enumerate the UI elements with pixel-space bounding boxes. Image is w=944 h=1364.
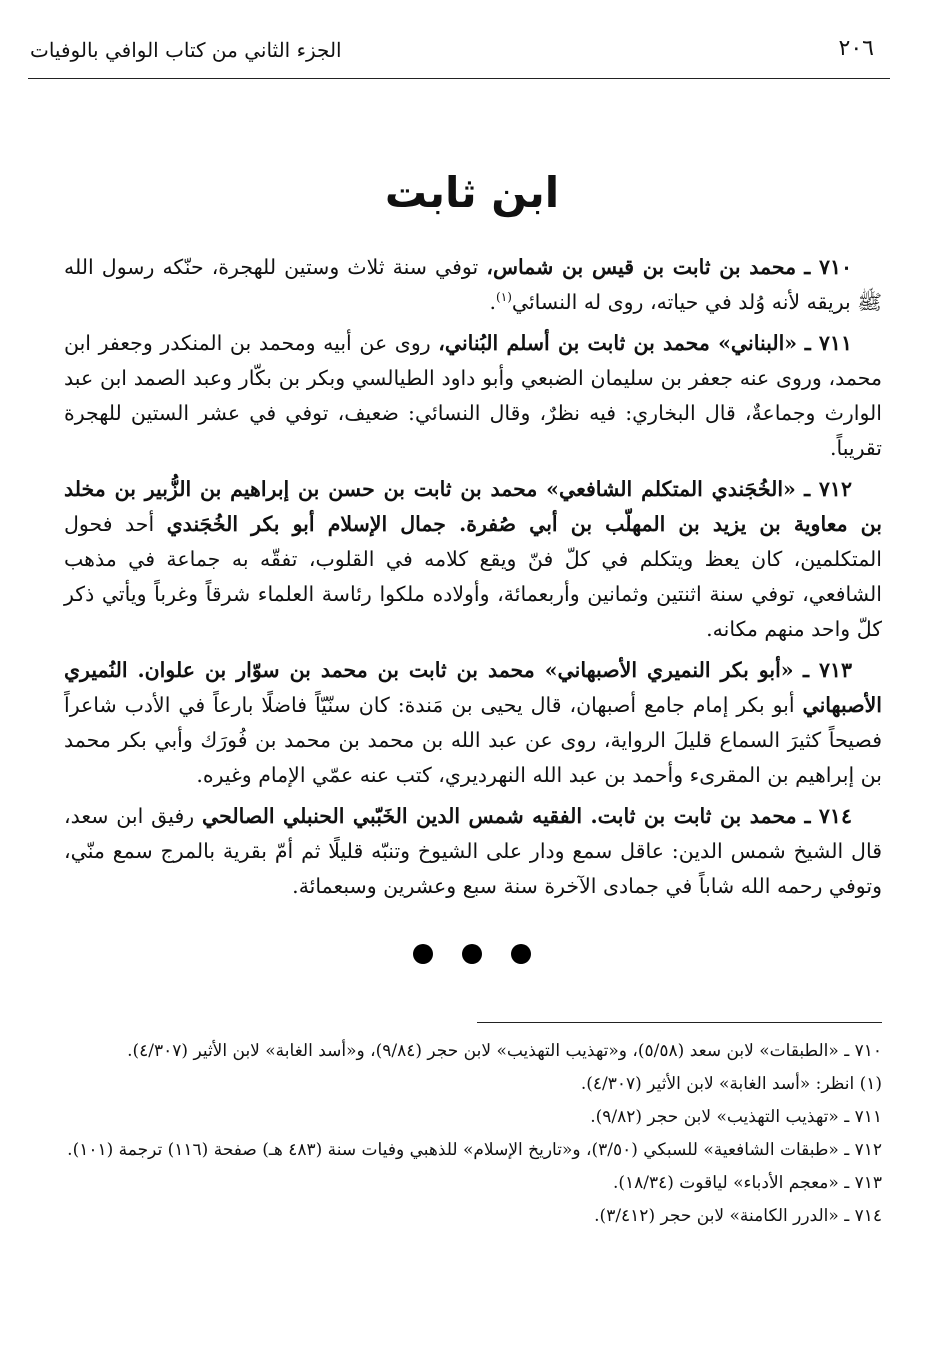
entry-number: ٧١٢ ـ — [804, 477, 852, 501]
biography-entries — [64, 250, 882, 910]
entry-tail: . — [489, 290, 497, 314]
entry-text: رفيق ابن سعد، قال الشيخ شمس الدين: عاقل سمع ودار على الشيوخ وتنبّه قليلًا ثم أمّ بقرية بالمرج سمع منّي، وتوفي رحمه الله شاباً في جمادى الآخرة سنة سبع وعشرين وسبعمائة. — [64, 804, 882, 898]
footnote-710: ٧١٠ ـ «الطبقات» لابن سعد (٥/٥٨)، و«تهذيب التهذيب» لابن حجر (٩/٨٤)، و«أسد الغابة» لابن الأثير (٤/٣٠٧). — [127, 1041, 882, 1061]
section-title: ابن ثابت — [384, 168, 560, 217]
footnote-rule — [477, 1022, 882, 1023]
entry-heading: «الخُجَندي المتكلم الشافعي» محمد بن ثابت بن حسن بن إبراهيم بن الزُّبير بن مخلد بن معاوية بن يزيد بن المهلّب بن أبي صُفرة. جمال الإسلام أبو بكر الخُجَندي — [64, 477, 882, 536]
entry-heading: محمد بن ثابت بن ثابت. الفقيه شمس الدين الخَبّبي الحنبلي الصالحي — [202, 804, 797, 828]
divider-dot — [413, 944, 433, 964]
footnote-711: ٧١١ ـ «تهذيب التهذيب» لابن حجر (٩/٨٢). — [590, 1107, 882, 1127]
divider-dot — [462, 944, 482, 964]
entry-714 — [64, 799, 882, 904]
divider-dot — [511, 944, 531, 964]
entry-heading: «البناني» محمد بن ثابت بن أسلم البُناني، — [438, 331, 798, 355]
footnote-1: (١) انظر: «أسد الغابة» لابن الأثير (٤/٣٠٧). — [580, 1074, 882, 1094]
entry-number: ٧١١ ـ — [804, 331, 852, 355]
entry-text: أحد فحول المتكلمين، كان يعظ ويتكلم في كلّ فنّ ويقع كلامه في القلوب، تفقّه به جماعة في مذهب الشافعي، توفي سنة اثنتين وثمانين وأربعمائة، وأولاده ملكوا رئاسة العلماء شرقاً وغرباً ويأتي ذكر كلّ واحد منهم مكانه. — [64, 512, 882, 641]
entry-713 — [64, 653, 882, 793]
footnote-714: ٧١٤ ـ «الدرر الكامنة» لابن حجر (٣/٤١٢). — [594, 1206, 882, 1226]
footnote-712: ٧١٢ ـ «طبقات الشافعية» للسبكي (٣/٥٠)، و«تاريخ الإسلام» للذهبي وفيات سنة (٤٨٣ هـ) صفحة (١١٦) ترجمة (١٠١). — [67, 1140, 882, 1160]
entry-711 — [64, 326, 882, 466]
entry-number: ٧١٠ ـ — [804, 255, 852, 279]
footnote-713: ٧١٣ ـ «معجم الأدباء» لياقوت (١٨/٣٤). — [612, 1173, 882, 1193]
header-rule — [28, 78, 890, 79]
page-number: ٢٠٦ — [838, 36, 874, 61]
entry-712 — [64, 472, 882, 647]
entry-heading: محمد بن ثابت بن قيس بن شماس، — [486, 255, 797, 279]
entry-text: توفي سنة ثلاث وستين للهجرة، حنّكه رسول الله ﷺ بريقه لأنه وُلد في حياته، روى له النسائي — [64, 255, 882, 314]
footnote-marker: (١) — [496, 290, 512, 305]
entry-number: ٧١٤ ـ — [804, 804, 852, 828]
footnotes — [60, 1036, 882, 1234]
entry-text: أبو بكر إمام جامع أصبهان، قال يحيى بن مَندة: كان سنّيّاً فاضلًا بارعاً في الأدب شاعراً فصيحاً كثيرَ السماع قليلَ الرواية، روى عن عبد الله بن محمد بن محمد بن فُورَك وأبي بكر محمد بن إبراهيم بن المقرىء وأحمد بن عبد الله النهرديري، كتب عنه عمّي الإمام وغيره. — [64, 693, 882, 787]
entry-number: ٧١٣ ـ — [802, 658, 852, 682]
running-title: الجزء الثاني من كتاب الوافي بالوفيات — [30, 38, 342, 62]
entry-710 — [64, 250, 882, 320]
entry-text: روى عن أبيه ومحمد بن المنكدر وجعفر ابن محمد، وروى عنه جعفر بن سليمان الضبعي وأبو داود الطيالسي وبكر بن بكّار وعبد الصمد ابن عبد الوارث وجماعةٌ، قال البخاري: فيه نظرٌ، وقال النسائي: ضعيف، توفي في عشر الستين للهجرة تقريباً. — [64, 331, 882, 460]
entry-heading: «أبو بكر النميري الأصبهاني» محمد بن ثابت بن محمد بن سوّار بن علوان. النُميري الأصبهاني — [64, 658, 882, 717]
page-header — [20, 36, 894, 70]
section-divider — [0, 944, 944, 974]
